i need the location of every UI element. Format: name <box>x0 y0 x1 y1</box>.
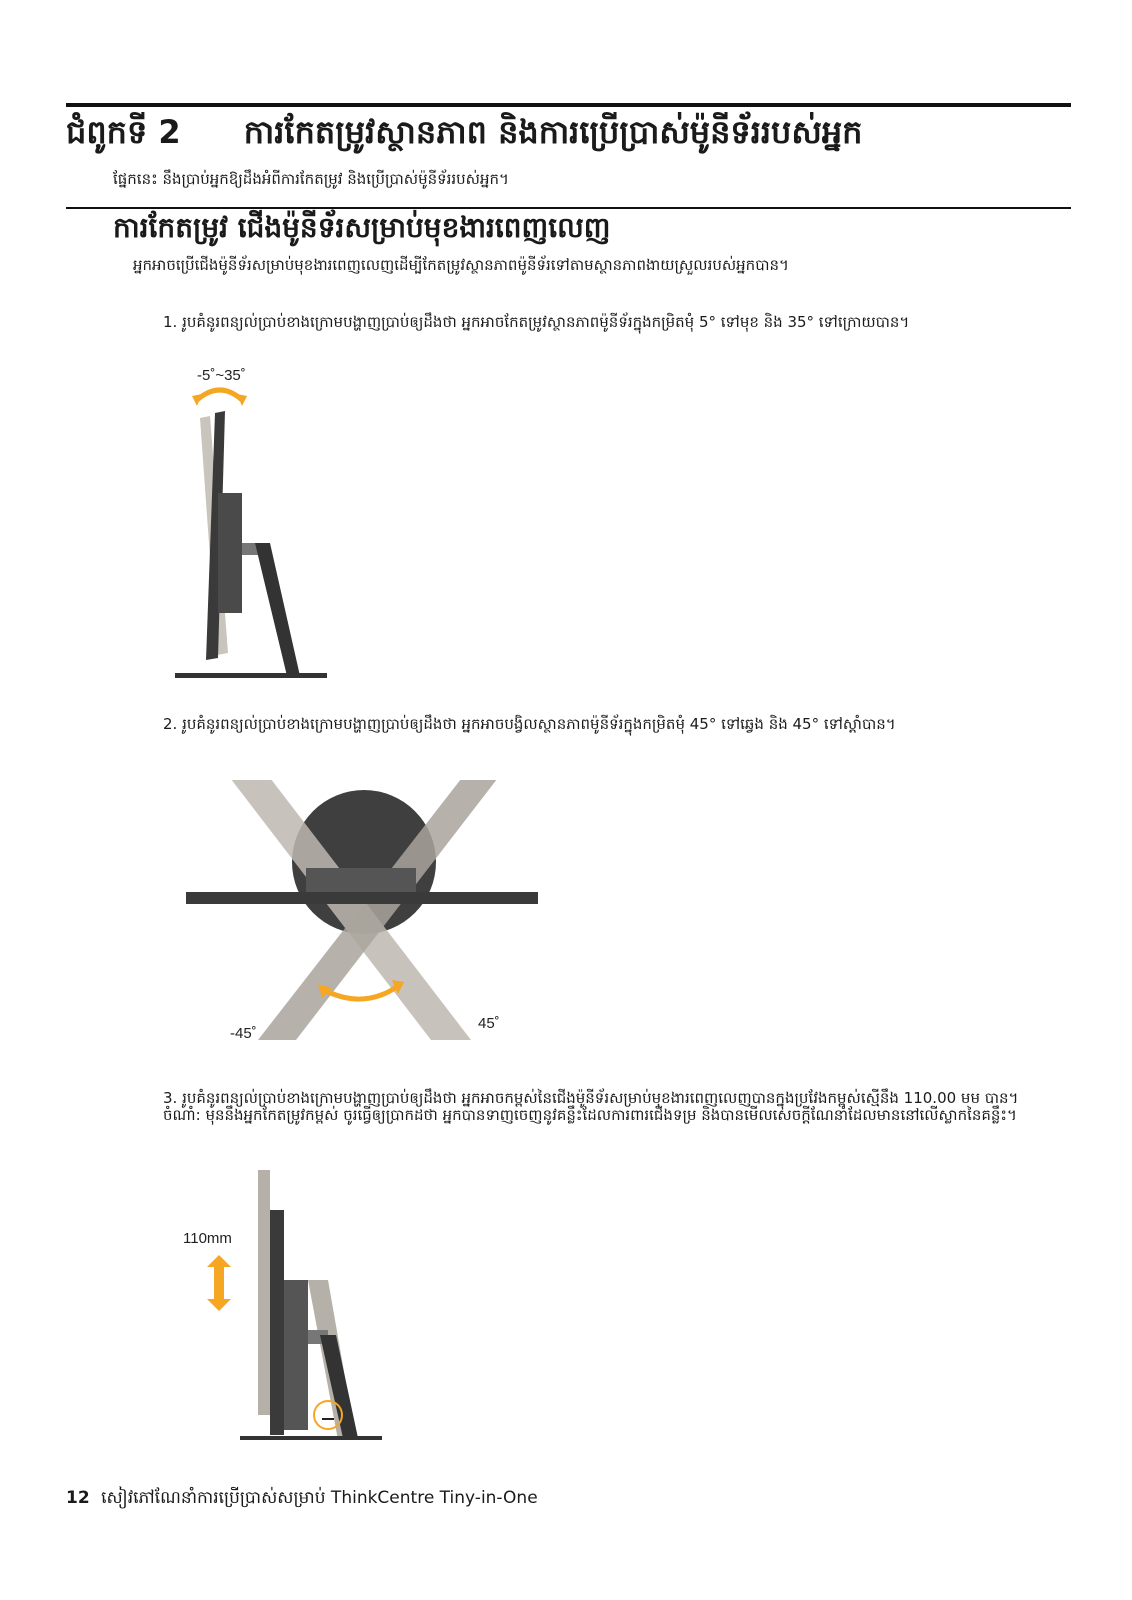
swivel-illustration <box>186 780 546 1055</box>
tilt-stand-base <box>175 673 327 678</box>
height-arrow-shaft <box>214 1265 224 1301</box>
step-2-text: 2. រូបគំនូរពន្យល់ប្រាប់ខាងក្រោមបង្ហាញប្រាប់ឲ្យដឹងថា អ្នកអាចបង្វិលស្ថានភាពម៉ូនីទ័រក្នុងកម្រិតមុំ 45° ទៅឆ្វេង និង 45° ទៅស្តាំបាន។ <box>163 715 896 733</box>
tilt-figure <box>170 368 340 698</box>
step-3-body: 3. រូបគំនូរពន្យល់ប្រាប់ខាងក្រោមបង្ហាញប្រាប់ឲ្យដឹងថា អ្នកអាចកម្ពស់នៃជើងម៉ូនីទ័រសម្រាប់មុខងារពេញលេញបានក្នុងប្រវែងកម្ពស់ស្មើនឹង 110.00 មម បាន។ <box>163 1089 1019 1107</box>
height-monitor-back <box>284 1280 308 1430</box>
page-footer <box>66 1487 538 1512</box>
height-arrow-down-icon <box>207 1299 231 1311</box>
note-label: ចំណាំ: <box>163 1106 201 1124</box>
tilt-stand-arm <box>255 543 300 676</box>
section-title: ការកែតម្រូវ ជើងម៉ូនីទ័រសម្រាប់មុខងារពេញលេញ <box>113 211 611 244</box>
swivel-monitor-panel <box>186 892 538 904</box>
section-rule <box>66 207 1071 209</box>
swivel-figure <box>186 780 546 1055</box>
tilt-arrow-icon <box>197 390 242 400</box>
chapter-rule <box>66 103 1071 107</box>
chapter-heading <box>66 112 862 159</box>
chapter-number: ជំពូកទី 2 <box>66 113 181 151</box>
height-arrow-up-icon <box>207 1255 231 1267</box>
height-ghost-panel <box>258 1170 270 1415</box>
page-number: 12 <box>66 1488 90 1508</box>
tilt-illustration <box>170 368 340 698</box>
height-illustration <box>178 1170 398 1475</box>
tilt-range-label: -5˚~35˚ <box>197 368 246 384</box>
swivel-right-label: 45˚ <box>478 1015 500 1032</box>
height-figure <box>178 1170 398 1475</box>
footer-text: សៀវភៅណែនាំការប្រើប្រាស់សម្រាប់ ThinkCentre Tiny-in-One <box>101 1488 538 1508</box>
tilt-monitor-back <box>218 493 242 613</box>
chapter-intro: ផ្នែកនេះ នឹងប្រាប់អ្នកឱ្យដឹងអំពីការកែតម្រូវ និងប្រើប្រាស់ម៉ូនីទ័ររបស់អ្នក។ <box>113 170 509 188</box>
height-stand-base <box>240 1436 382 1440</box>
step-3-note <box>163 1107 1063 1124</box>
step-1-text: 1. រូបគំនូរពន្យល់ប្រាប់ខាងក្រោមបង្ហាញប្រាប់ឲ្យដឹងថា អ្នកអាចកែតម្រូវស្ថានភាពម៉ូនីទ័រក្នុងកម្រិតមុំ 5° ទៅមុខ និង 35° ទៅក្រោយបាន។ <box>163 313 910 331</box>
swivel-monitor-back <box>306 868 416 892</box>
chapter-title: ការកែតម្រូវស្ថានភាព និងការប្រើប្រាស់ម៉ូនីទ័ររបស់អ្នក <box>243 113 863 151</box>
height-range-label: 110mm <box>183 1230 232 1247</box>
swivel-left-label: -45˚ <box>230 1025 257 1042</box>
height-monitor-panel <box>270 1210 284 1435</box>
section-lead: អ្នកអាចប្រើជើងម៉ូនីទ័រសម្រាប់មុខងារពេញលេញដើម្បីកែតម្រូវស្ថានភាពម៉ូនីទ័រទៅតាមស្ថានភាពងាយស្រួលរបស់អ្នកបាន។ <box>133 256 789 274</box>
step-3-text <box>163 1090 1063 1124</box>
note-body: មុននឹងអ្នកកែតម្រូវកម្ពស់ ចូរធ្វើឲ្យប្រាកដថា អ្នកបានទាញចេញនូវគន្លឹះដែលការពារជើងទម្រ និងបានមើលសេចក្តីណែនាំដែលមាននៅលើស្លាកនៃគន្លឹះ។ <box>205 1106 1017 1124</box>
